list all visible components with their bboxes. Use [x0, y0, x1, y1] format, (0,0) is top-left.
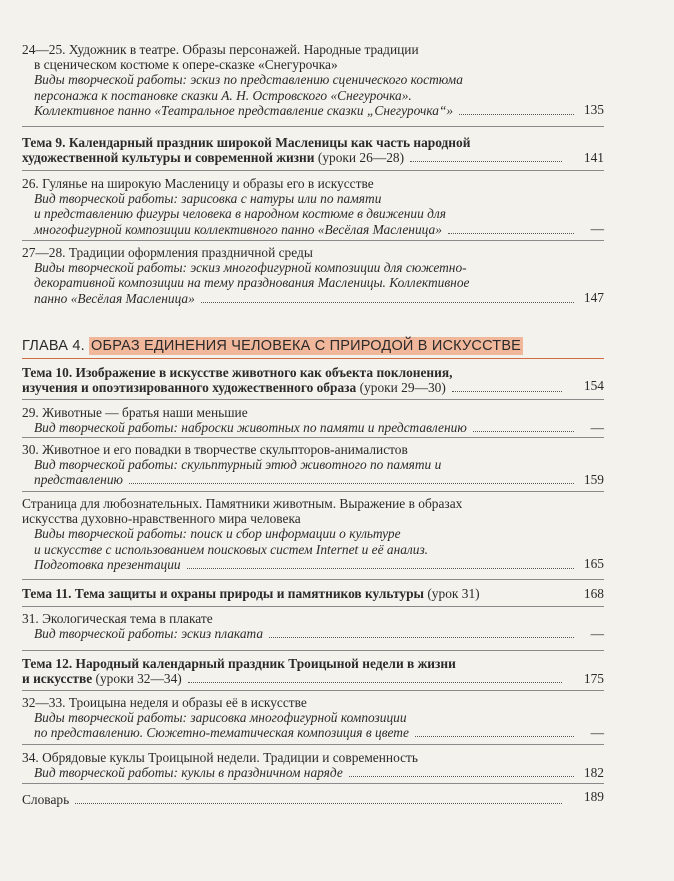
topic-title: Тема 10. Изображение в искусстве животного как объекта поклонения, — [22, 365, 453, 380]
page-number: 141 — [583, 150, 604, 165]
separator — [22, 650, 604, 651]
page-number: 165 — [583, 556, 604, 571]
toc-entry-lesson-31 — [22, 611, 604, 641]
toc-entry-lesson-29 — [22, 405, 604, 435]
entry-activity: Подготовка презентации — [34, 556, 181, 572]
topic-lessons: (уроки 29—30) — [359, 380, 446, 396]
chapter-rule — [22, 358, 604, 359]
page-number: 189 — [583, 789, 604, 804]
topic-lessons: (уроки 32—34) — [95, 671, 182, 687]
entry-activity: Виды творческой работы: эскиз многофигурной композиции для сюжетно- — [34, 260, 467, 276]
dot-leader — [459, 114, 574, 115]
entry-activity: Вид творческой работы: наброски животных по памяти и представлению — [34, 420, 467, 436]
entry-activity: Виды творческой работы: зарисовка многофигурной композиции — [34, 710, 407, 726]
page-number: 159 — [583, 472, 604, 487]
separator — [22, 491, 604, 492]
topic-title: Тема 11. Тема защиты и охраны природы и памятников культуры — [22, 586, 424, 601]
page-number: — — [590, 221, 604, 236]
page-number: — — [590, 626, 604, 641]
entry-title: Словарь — [22, 792, 70, 807]
toc-entry-curious-page — [22, 496, 604, 572]
dot-leader — [448, 233, 574, 234]
chapter-number: ГЛАВА 4. — [22, 338, 85, 354]
entry-activity: Вид творческой работы: эскиз плаката — [34, 626, 264, 642]
entry-title: Страница для любознательных. Памятники животным. Выражение в образах — [22, 496, 463, 511]
entry-title: искусства духовно-нравственного мира человека — [22, 511, 301, 527]
entry-activity: Вид творческой работы: скульптурный этюд животного по памяти и — [34, 457, 442, 473]
page-number: — — [590, 725, 604, 740]
page-number: 135 — [583, 102, 604, 117]
separator — [22, 437, 604, 438]
topic-lessons: (урок 31) — [427, 586, 480, 601]
topic-title: изучения и опоэтизированного художественного образа — [22, 380, 357, 396]
page-number: 154 — [583, 378, 604, 393]
toc-entry-topic-11 — [22, 586, 604, 601]
separator — [22, 170, 604, 171]
entry-activity: персонажа к постановке сказки А. Н. Островского «Снегурочка». — [34, 87, 412, 103]
entry-title: 31. Экологическая тема в плакате — [22, 611, 213, 626]
entry-activity: многофигурной композиции коллективного панно «Весёлая Масленица» — [34, 221, 442, 237]
dot-leader — [349, 776, 574, 777]
toc-entry-topic-10 — [22, 365, 604, 395]
entry-title: 26. Гулянье на широкую Масленицу и образы его в искусстве — [22, 176, 374, 191]
entry-title: 34. Обрядовые куклы Троицыной недели. Традиции и современность — [22, 750, 419, 765]
page-number: 168 — [583, 586, 604, 601]
page-number: 182 — [583, 765, 604, 780]
toc-entry-lessons-32-33 — [22, 695, 604, 741]
page-number: 175 — [583, 671, 604, 686]
separator — [22, 579, 604, 580]
chapter-heading — [22, 338, 523, 354]
dot-leader — [473, 431, 574, 432]
entry-title: в сценическом костюме к опере-сказке «Снегурочка» — [34, 57, 338, 73]
entry-activity: Коллективное панно «Театральное представление сказки „Снегурочка“» — [34, 102, 454, 118]
entry-title: 29. Животные — братья наши меньшие — [22, 405, 248, 420]
entry-title: 32—33. Троицына неделя и образы её в искусстве — [22, 695, 307, 710]
separator — [22, 399, 604, 400]
toc-entry-lesson-34 — [22, 750, 604, 780]
entry-activity: и искусстве с использованием поисковых систем Internet и её анализ. — [34, 541, 429, 557]
dot-leader — [129, 483, 574, 484]
entry-title: 30. Животное и его повадки в творчестве скульпторов-анималистов — [22, 442, 408, 457]
dot-leader — [452, 391, 562, 392]
separator — [22, 783, 604, 784]
entry-activity: Вид творческой работы: куклы в праздничном наряде — [34, 765, 343, 781]
entry-activity: Виды творческой работы: эскиз по представлению сценического костюма — [34, 72, 463, 88]
separator — [22, 744, 604, 745]
toc-entry-lessons-24-25 — [22, 42, 604, 118]
topic-title: художественной культуры и современной жизни — [22, 150, 315, 166]
topic-title: Тема 12. Народный календарный праздник Троицыной недели в жизни — [22, 656, 456, 671]
toc-entry-lesson-26 — [22, 176, 604, 237]
dot-leader — [410, 161, 562, 162]
entry-title: 27—28. Традиции оформления праздничной среды — [22, 245, 313, 260]
separator — [22, 240, 604, 241]
page-number: 147 — [583, 290, 604, 305]
entry-activity: Вид творческой работы: зарисовка с натуры или по памяти — [34, 191, 382, 207]
dot-leader — [201, 302, 574, 303]
separator — [22, 126, 604, 127]
dot-leader — [187, 568, 574, 569]
chapter-title: ОБРАЗ ЕДИНЕНИЯ ЧЕЛОВЕКА С ПРИРОДОЙ В ИСКУССТВЕ — [91, 338, 522, 354]
entry-activity: Виды творческой работы: поиск и сбор информации о культуре — [34, 526, 401, 542]
entry-activity: представлению — [34, 472, 123, 488]
dot-leader — [415, 736, 574, 737]
dot-leader — [188, 682, 562, 683]
entry-activity: и представлению фигуры человека в народном костюме в движении для — [34, 206, 446, 222]
topic-lessons: (уроки 26—28) — [317, 150, 405, 166]
entry-activity: по представлению. Сюжетно-тематическая композиция в цвете — [34, 725, 409, 741]
entry-activity: декоративной композиции на тему празднования Масленицы. Коллективное — [34, 275, 470, 291]
toc-entry-lessons-27-28 — [22, 245, 604, 306]
toc-entry-lesson-30 — [22, 442, 604, 488]
toc-entry-glossary — [22, 792, 604, 807]
dot-leader — [75, 803, 562, 804]
separator — [22, 606, 604, 607]
dot-leader — [269, 637, 574, 638]
entry-activity: панно «Весёлая Масленица» — [34, 290, 195, 306]
toc-entry-topic-9 — [22, 135, 604, 165]
toc-entry-topic-12 — [22, 656, 604, 686]
separator — [22, 690, 604, 691]
entry-title: 24—25. Художник в театре. Образы персонажей. Народные традиции — [22, 42, 419, 57]
topic-title: Тема 9. Календарный праздник широкой Масленицы как часть народной — [22, 135, 471, 150]
page-number: — — [590, 420, 604, 435]
topic-title: и искусстве — [22, 671, 93, 687]
